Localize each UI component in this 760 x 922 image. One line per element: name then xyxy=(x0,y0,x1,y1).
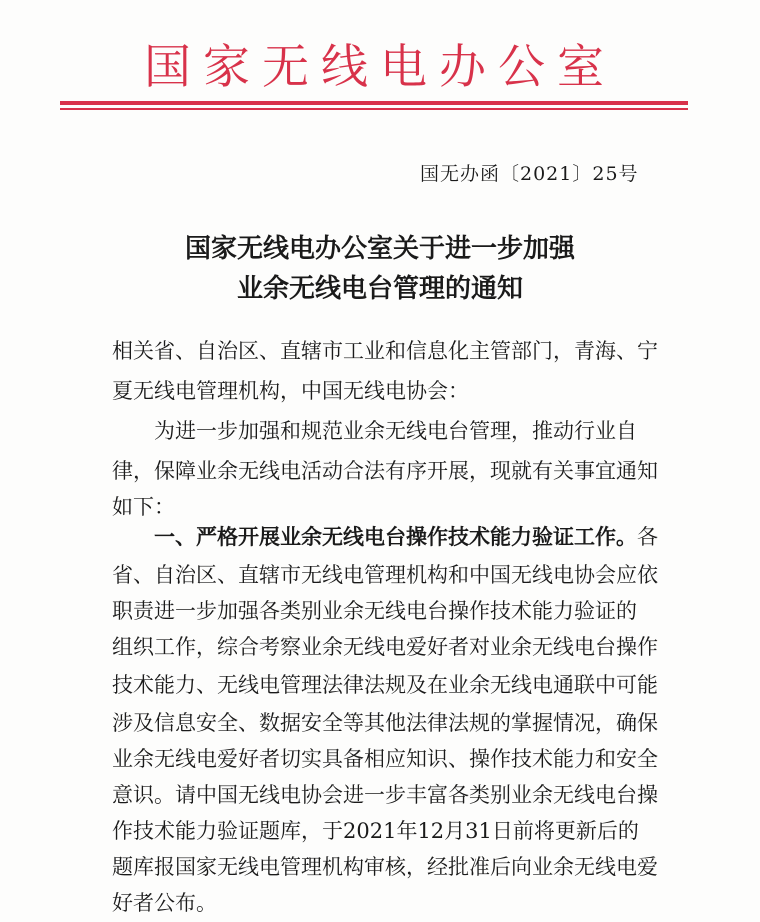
letterhead-title: 国家无线电办公室 xyxy=(144,40,616,95)
document-title-line-2: 业余无线电台管理的通知 xyxy=(236,274,523,304)
section-1-line: 意识。请中国无线电协会进一步丰富各类别业余无线电台操 xyxy=(112,783,658,807)
section-1-heading: 一、严格开展业余无线电台操作技术能力验证工作。 xyxy=(154,525,637,549)
intro-line-1: 为进一步加强和规范业余无线电台管理，推动行业自 xyxy=(154,419,637,443)
section-1-line: 组织工作，综合考察业余无线电爱好者对业余无线电台操作 xyxy=(112,635,658,659)
intro-line-3: 如下： xyxy=(112,495,175,519)
section-1-line: 题库报国家无线电管理机构审核，经批准后向业余无线电爱 xyxy=(112,855,658,879)
section-1-line: 涉及信息安全、数据安全等其他法律法规的掌握情况，确保 xyxy=(112,711,658,735)
intro-line-2: 律，保障业余无线电活动合法有序开展，现就有关事宜通知 xyxy=(112,459,658,483)
section-1-line: 技术能力、无线电管理法律法规及在业余无线电通联中可能 xyxy=(112,673,658,697)
section-1-line: 好者公布。 xyxy=(112,891,217,915)
addressee-line-1: 相关省、自治区、直辖市工业和信息化主管部门，青海、宁 xyxy=(112,339,658,363)
document-number: 国无办函〔2021〕25号 xyxy=(420,163,639,185)
section-1-heading-tail: 各 xyxy=(637,525,658,549)
document-title-line-1: 国家无线电办公室关于进一步加强 xyxy=(184,234,575,264)
section-1-line: 作技术能力验证题库，于2021年12月31日前将更新后的 xyxy=(112,819,639,843)
section-1-line: 职责进一步加强各类别业余无线电台操作技术能力验证的 xyxy=(112,599,637,623)
section-1-line: 业余无线电爱好者切实具备相应知识、操作技术能力和安全 xyxy=(112,747,658,771)
section-1-line: 省、自治区、直辖市无线电管理机构和中国无线电协会应依 xyxy=(112,563,658,587)
letterhead-red-rule xyxy=(60,101,688,105)
addressee-line-2: 夏无线电管理机构，中国无线电协会： xyxy=(112,379,469,403)
letterhead-red-rule-thin xyxy=(60,108,688,110)
section-1-heading-line xyxy=(154,522,658,552)
